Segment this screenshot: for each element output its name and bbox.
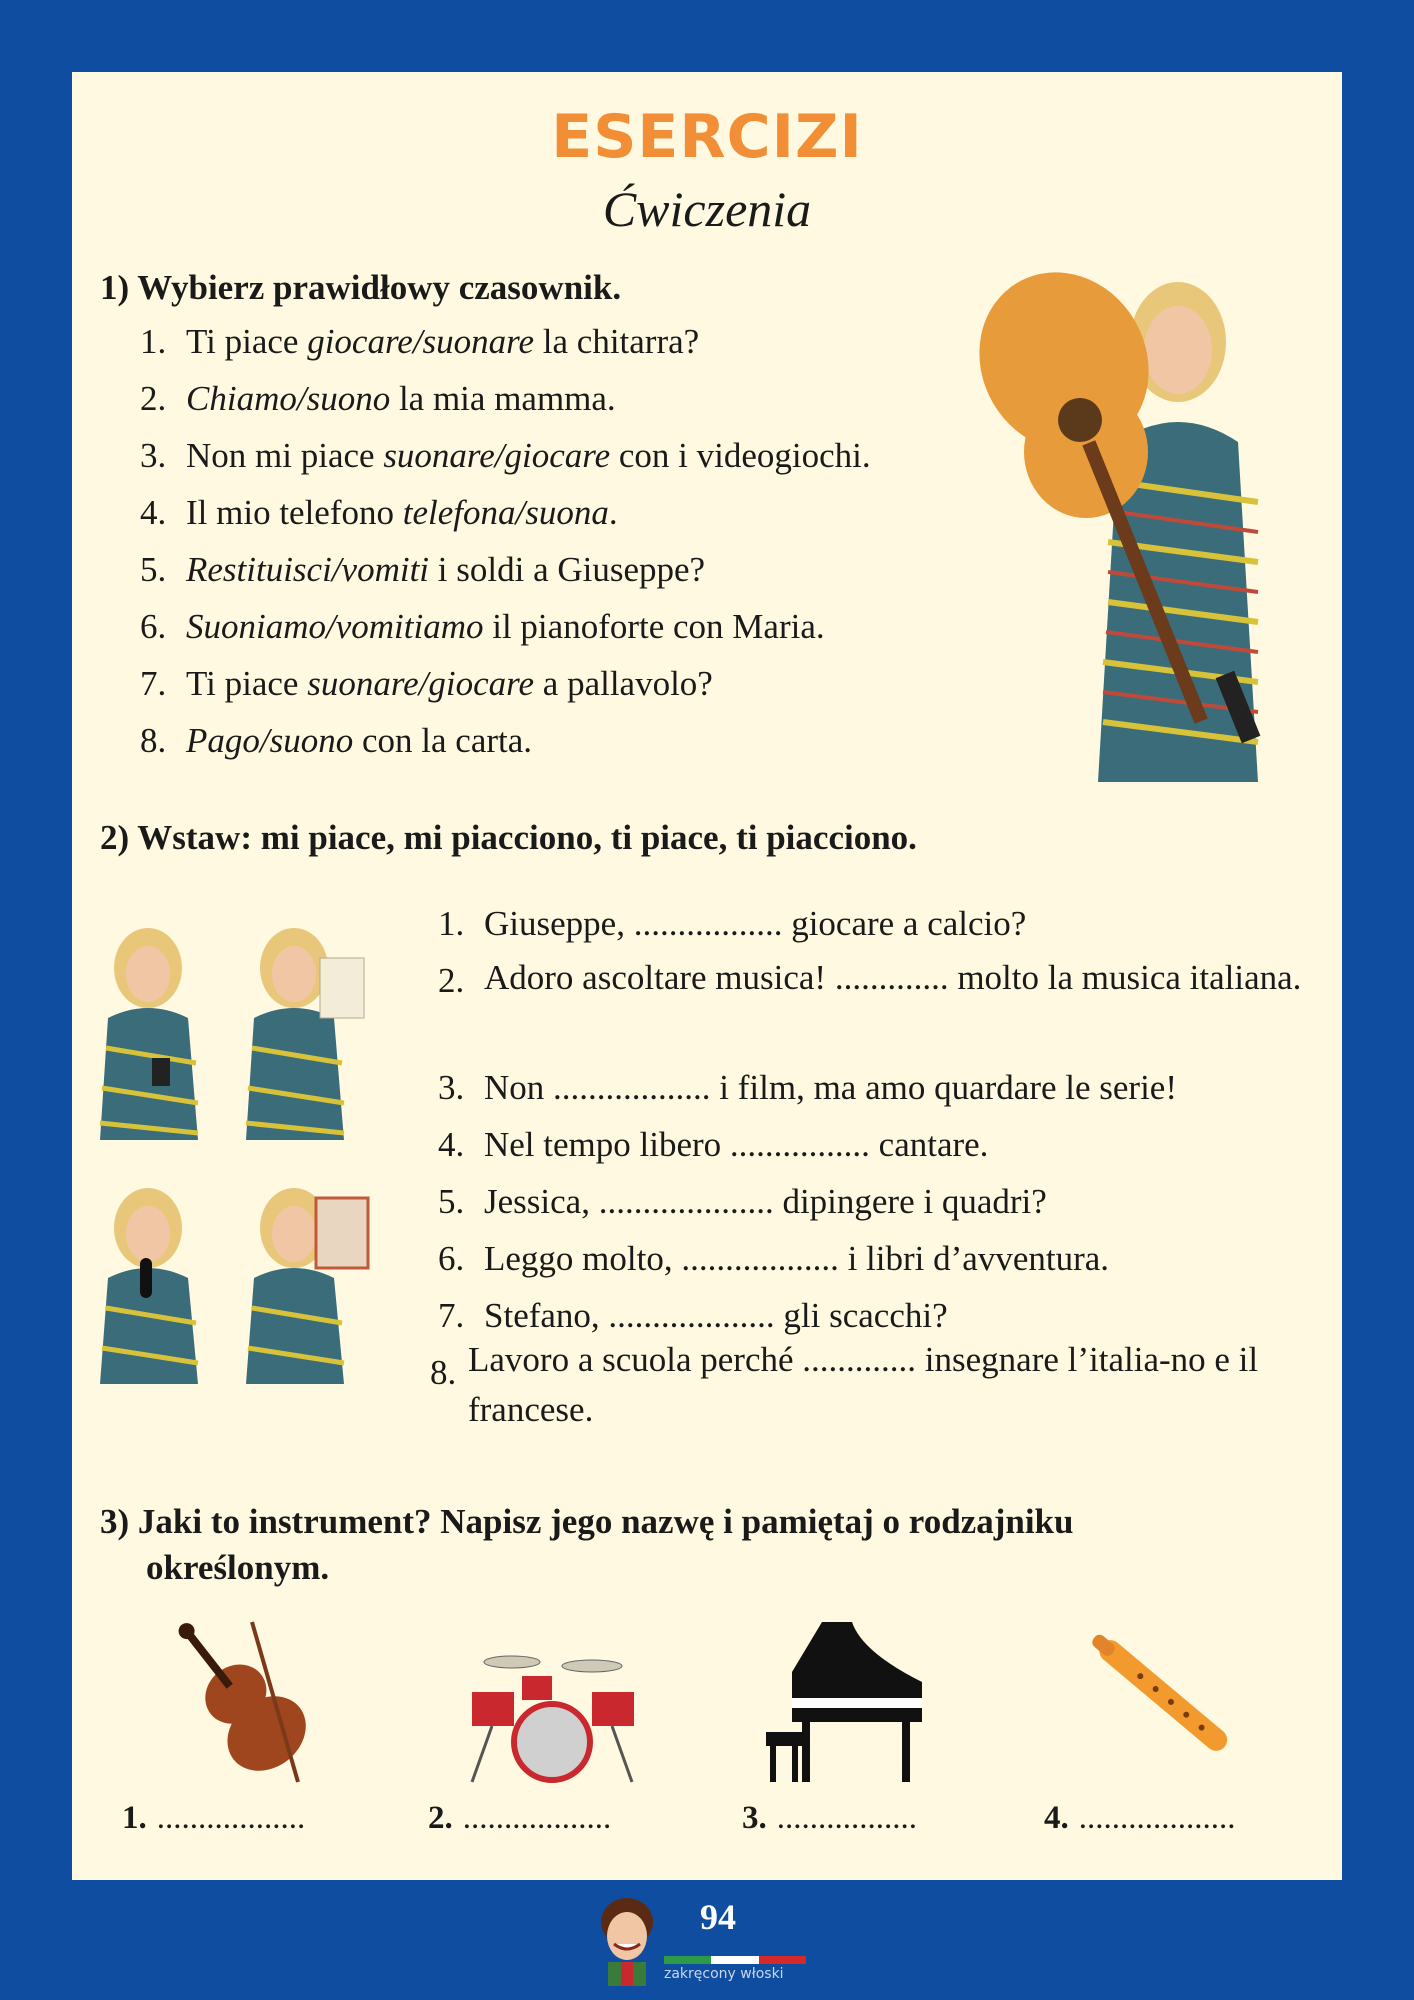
grand-piano-icon (762, 1612, 942, 1792)
list-item: 1. Giuseppe, ................. giocare a calcio? (438, 904, 1027, 943)
list-item: 6. Suoniamo/vomitiamo il pianoforte con Maria. (140, 607, 825, 646)
list-item: 7. Ti piace suonare/giocare a pallavolo? (140, 664, 713, 703)
list-item: 8. Lavoro a scuola perché ............. insegnare l’italia-no e il francese. (430, 1340, 1259, 1429)
italian-flag-bar (664, 1956, 806, 1964)
answer-line-1: 1. .................. (122, 1800, 306, 1836)
list-item: 6. Leggo molto, .................. i libri d’avventura. (438, 1239, 1110, 1278)
exercise-3-heading: 3) Jaki to instrument? Napisz jego nazwę i pamiętaj o rodzajniku określonym. (100, 1502, 1074, 1587)
list-item: 2. Chiamo/suono la mia mamma. (140, 379, 616, 418)
brand-name: zakręcony włoski (664, 1966, 784, 1982)
recorder-flute-icon (1062, 1602, 1262, 1792)
exercise-2-heading: 2) Wstaw: mi piace, mi piacciono, ti piace, ti piacciono. (100, 818, 917, 857)
drum-kit-icon (452, 1632, 652, 1792)
list-item: 1. Ti piace giocare/suonare la chitarra? (140, 322, 700, 361)
person-singing-photo (86, 1188, 216, 1388)
list-item: 3. Non mi piace suonare/giocare con i videogiochi. (140, 436, 871, 475)
list-item: 8. Pago/suono con la carta. (140, 721, 533, 760)
list-item: 4. Il mio telefono telefona/suona. (140, 493, 618, 532)
list-item: 7. Stefano, ................... gli scacchi? (438, 1296, 948, 1335)
person-remote-photo (86, 928, 216, 1148)
guitar-person-photo (968, 242, 1308, 802)
exercise-2-list (430, 904, 1318, 1460)
person-reading-photo (232, 928, 372, 1148)
list-item: 4. Nel tempo libero ................ cantare. (438, 1125, 989, 1164)
page-subtitle: Ćwiczenia (602, 181, 812, 237)
list-item: 2. Adoro ascoltare musica! ............. molto la musica italiana. (438, 958, 1302, 1000)
list-item: 5. Jessica, .................... dipingere i quadri? (438, 1182, 1047, 1221)
page-title: ESERCIZI (551, 102, 863, 172)
answer-line-2: 2. .................. (428, 1800, 612, 1836)
list-item: 3. Non .................. i film, ma amo quardare le serie! (438, 1068, 1177, 1107)
answer-line-4: 4. ................... (1044, 1800, 1236, 1836)
worksheet-page (72, 72, 1342, 1880)
violin-icon (142, 1612, 342, 1792)
exercise-1-heading: 1) Wybierz prawidłowy czasownik. (100, 268, 622, 307)
person-painting-photo (232, 1188, 372, 1388)
list-item: 5. Restituisci/vomiti i soldi a Giuseppe? (140, 550, 706, 589)
page-number: 94 (700, 1897, 736, 1937)
answer-line-3: 3. ................. (742, 1800, 917, 1836)
exercise-1-list (140, 322, 871, 778)
